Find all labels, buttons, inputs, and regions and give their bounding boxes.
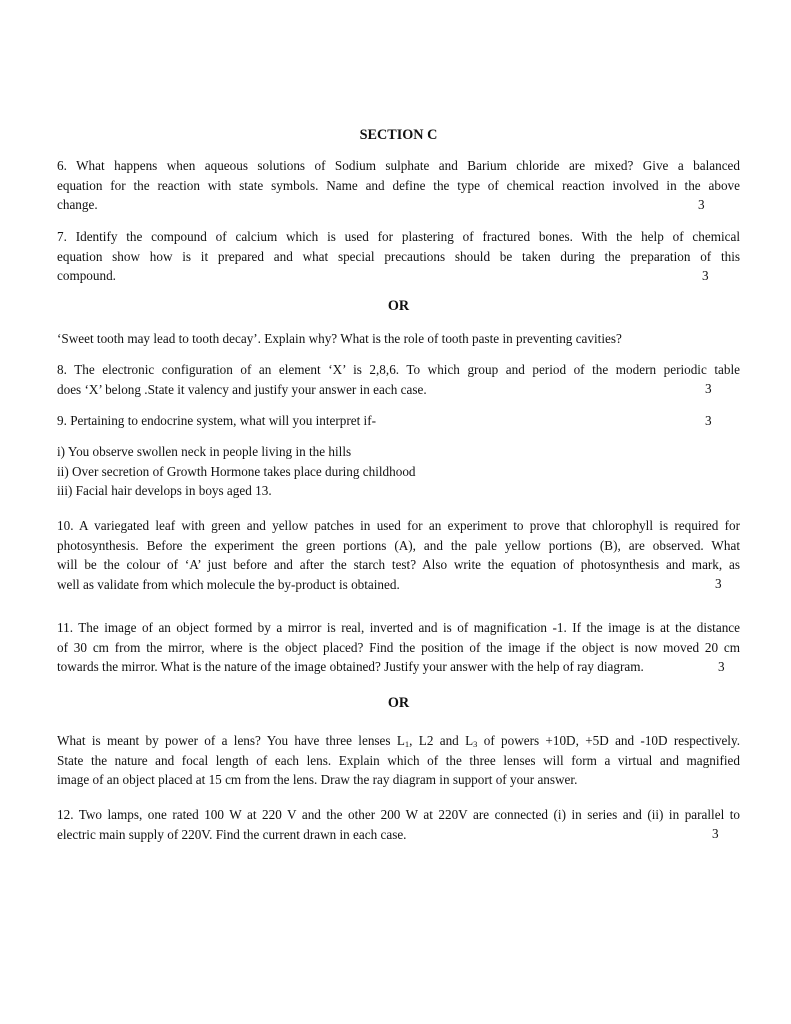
question-10-line-1: 10. A variegated leaf with green and yellow patches in used for an experiment to prove that chlorophyll is required for <box>57 518 740 533</box>
question-8 <box>57 360 740 399</box>
question-11-line-1: 11. The image of an object formed by a mirror is real, inverted and is of magnification -1. If the image is at the distance <box>57 620 740 635</box>
question-7-line-1: 7. Identify the compound of calcium which is used for plastering of fractured bones. With the help of chemical <box>57 229 740 244</box>
question-9-item-2: ii) Over secretion of Growth Hormone takes place during childhood <box>57 463 416 479</box>
question-12-marks: 3 <box>712 826 719 841</box>
question-9-marks: 3 <box>705 413 712 428</box>
question-7 <box>57 227 740 286</box>
question-12-line-1: 12. Two lamps, one rated 100 W at 220 V and the other 200 W at 220V are connected (i) in series and (ii) in parallel to <box>57 807 740 822</box>
question-6 <box>57 156 740 215</box>
question-10 <box>57 516 740 594</box>
question-12-line-2: electric main supply of 220V. Find the current drawn in each case. <box>57 826 407 842</box>
question-9-stem-text: 9. Pertaining to endocrine system, what will you interpret if- <box>57 413 376 428</box>
question-7-line-2: equation show how is it prepared and what special precautions should be taken during the preparation of this <box>57 248 740 264</box>
question-11-alternative <box>57 731 740 790</box>
question-9-item-3: iii) Facial hair develops in boys aged 13. <box>57 483 272 498</box>
question-6-line-2: equation for the reaction with state symbols. Name and define the type of chemical reaction involved in the above <box>57 177 740 193</box>
question-11-marks: 3 <box>718 659 725 674</box>
question-10-line-4: well as validate from which molecule the by-product is obtained. <box>57 576 400 592</box>
question-7-alternative-text: ‘Sweet tooth may lead to tooth decay’. Explain why? What is the role of tooth paste in preventing cavities? <box>57 331 622 346</box>
question-10-line-2: photosynthesis. Before the experiment the green portions (A), and the pale yellow portions (B), are observed. What <box>57 537 740 553</box>
question-12 <box>57 805 740 844</box>
question-9-stem <box>57 411 740 431</box>
question-paper-page <box>57 0 740 1024</box>
question-7-alternative <box>57 329 740 349</box>
question-7-line-3: compound. <box>57 268 116 283</box>
question-10-marks: 3 <box>715 576 722 591</box>
question-11-line-3: towards the mirror. What is the nature of the image obtained? Justify your answer with the help of ray diagram. <box>57 659 644 674</box>
question-9-items <box>57 442 740 501</box>
question-11-line-2: of 30 cm from the mirror, where is the object placed? Find the position of the image if the object is now moved 20 cm <box>57 639 740 655</box>
or-divider-2: OR <box>387 695 410 711</box>
question-6-line-3: change. <box>57 197 98 212</box>
section-title: SECTION C <box>359 127 438 143</box>
question-6-line-1: 6. What happens when aqueous solutions of Sodium sulphate and Barium chloride are mixed? Give a balanced <box>57 158 740 173</box>
question-8-line-1: 8. The electronic configuration of an element ‘X’ is 2,8,6. To which group and period of the modern periodic table <box>57 362 740 377</box>
question-7-marks: 3 <box>702 268 709 283</box>
question-9-item-1: i) You observe swollen neck in people living in the hills <box>57 444 352 459</box>
question-11-alternative-line-2: State the nature and focal length of each lens. Explain which of the three lenses will form a virtual and magnified <box>57 752 740 768</box>
question-11 <box>57 618 740 677</box>
question-6-marks: 3 <box>698 197 705 212</box>
question-11-alternative-line-1: What is meant by power of a lens? You have three lenses $L_1$, L2 and $L_3$ of powers +10D, +5D and -10D respectively. <box>57 733 740 749</box>
question-8-marks: 3 <box>705 381 712 396</box>
question-10-line-3: will be the colour of ‘A’ just before and after the starch test? Also write the equation of photosynthesis and mark, as <box>57 557 740 572</box>
or-divider-1: OR <box>387 298 410 314</box>
question-8-line-2: does ‘X’ belong .State it valency and justify your answer in each case. <box>57 381 427 397</box>
question-11-alternative-line-3: image of an object placed at 15 cm from the lens. Draw the ray diagram in support of your answer. <box>57 772 578 787</box>
